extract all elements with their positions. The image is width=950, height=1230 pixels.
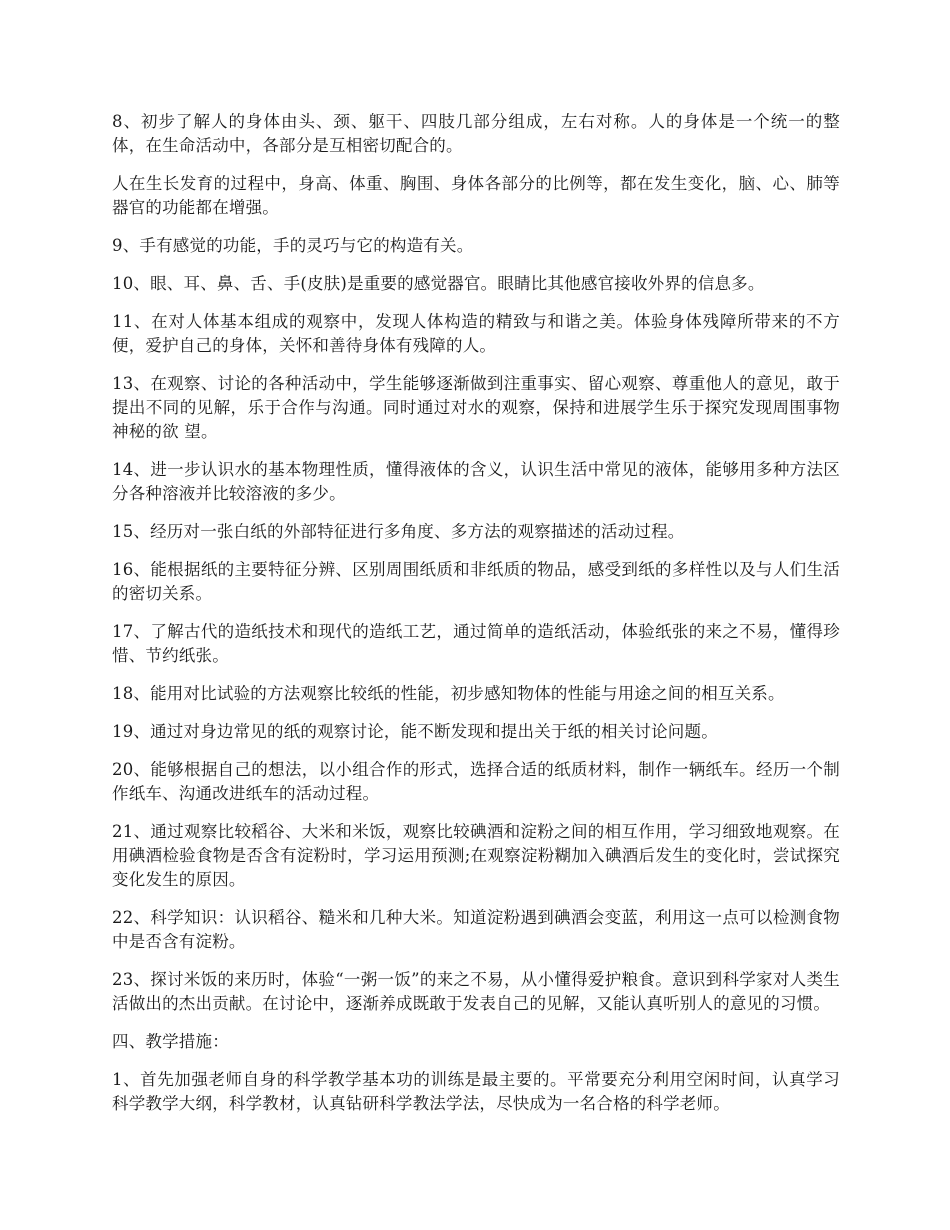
paragraph-10: 10、眼、耳、鼻、舌、手(皮肤)是重要的感觉器官。眼睛比其他感官接收外界的信息多。 (112, 274, 765, 293)
paragraph-19: 19、通过对身边常见的纸的观察讨论，能不断发现和提出关于纸的相关讨论问题。 (112, 722, 718, 741)
paragraph-13: 13、在观察、讨论的各种活动中，学生能够逐渐做到注重事实、留心观察、尊重他人的意见，敢于提出不同的见解，乐于合作与沟通。同时通过对水的观察，保持和进展学生乐于探究发现周围事物神秘的欲 望。 (112, 374, 840, 441)
paragraph-9: 9、手有感觉的功能，手的灵巧与它的构造有关。 (112, 236, 474, 255)
paragraph-22: 22、科学知识：认识稻谷、糙米和几种大米。知道淀粉遇到碘酒会变蓝，利用这一点可以检测食物中是否含有淀粉。 (112, 908, 840, 951)
document-page (112, 110, 840, 1130)
paragraph-14: 14、进一步认识水的基本物理性质，懂得液体的含义，认识生活中常见的液体，能够用多种方法区分各种溶液并比较溶液的多少。 (112, 460, 840, 503)
paragraph-18: 18、能用对比试验的方法观察比较纸的性能，初步感知物体的性能与用途之间的相互关系。 (112, 684, 785, 703)
paragraph-measure-1: 1、首先加强老师自身的科学教学基本功的训练是最主要的。平常要充分利用空闲时间，认真学习科学教学大纲，科学教材，认真钻研科学教法学法，尽快成为一名合格的科学老师。 (112, 1070, 840, 1113)
paragraph-16: 16、能根据纸的主要特征分辨、区别周围纸质和非纸质的物品，感受到纸的多样性以及与人们生活的密切关系。 (112, 560, 840, 603)
paragraph-20: 20、能够根据自己的想法，以小组合作的形式，选择合适的纸质材料，制作一辆纸车。经历一个制作纸车、沟通改进纸车的活动过程。 (112, 760, 840, 803)
paragraph-growth: 人在生长发育的过程中，身高、体重、胸围、身体各部分的比例等，都在发生变化，脑、心、肺等器官的功能都在增强。 (112, 174, 840, 217)
paragraph-17: 17、了解古代的造纸技术和现代的造纸工艺，通过简单的造纸活动，体验纸张的来之不易，懂得珍惜、节约纸张。 (112, 622, 840, 665)
paragraph-8: 8、初步了解人的身体由头、颈、躯干、四肢几部分组成，左右对称。人的身体是一个统一的整体，在生命活动中，各部分是互相密切配合的。 (112, 112, 840, 155)
paragraph-15: 15、经历对一张白纸的外部特征进行多角度、多方法的观察描述的活动过程。 (112, 522, 685, 541)
section-heading-teaching-measures: 四、教学措施： (112, 1032, 229, 1051)
paragraph-23: 23、探讨米饭的来历时，体验“一粥一饭”的来之不易，从小懂得爱护粮食。意识到科学家对人类生活做出的杰出贡献。在讨论中，逐渐养成既敢于发表自己的见解，又能认真听别人的意见的习惯。 (112, 970, 840, 1013)
paragraph-21: 21、通过观察比较稻谷、大米和米饭，观察比较碘酒和淀粉之间的相互作用，学习细致地观察。在用碘酒检验食物是否含有淀粉时，学习运用预测;在观察淀粉糊加入碘酒后发生的变化时，尝试探究变化发生的原因。 (112, 822, 840, 889)
paragraph-11: 11、在对人体基本组成的观察中，发现人体构造的精致与和谐之美。体验身体残障所带来的不方便，爱护自己的身体，关怀和善待身体有残障的人。 (112, 312, 840, 355)
